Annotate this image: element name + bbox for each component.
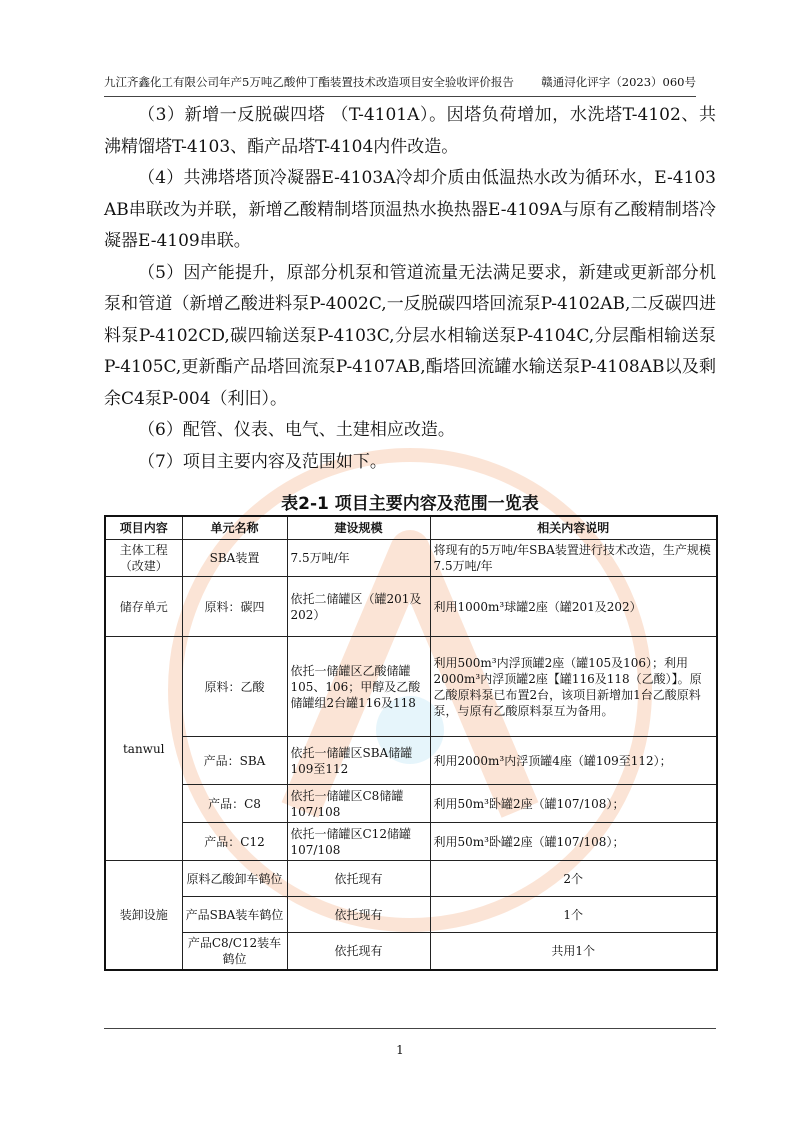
column-header: 相关内容说明 bbox=[430, 516, 717, 540]
column-header: 单元名称 bbox=[182, 516, 287, 540]
scale-cell: 依托现有 bbox=[287, 861, 430, 897]
column-header: 项目内容 bbox=[105, 516, 182, 540]
table-header-row bbox=[105, 516, 717, 540]
description-cell: 2个 bbox=[430, 861, 717, 897]
column-header: 建设规模 bbox=[287, 516, 430, 540]
body-text bbox=[104, 100, 716, 478]
unit-cell: 产品：C8 bbox=[182, 785, 287, 823]
table-row bbox=[105, 540, 717, 577]
table-row bbox=[105, 897, 717, 933]
page-number: 1 bbox=[396, 1043, 404, 1057]
table-row bbox=[105, 577, 717, 637]
unit-cell: 产品：C12 bbox=[182, 823, 287, 861]
category-cell: tanwul bbox=[105, 637, 182, 861]
scale-cell: 依托现有 bbox=[287, 897, 430, 933]
table-row bbox=[105, 823, 717, 861]
unit-cell: 产品SBA装车鹤位 bbox=[182, 897, 287, 933]
unit-cell: 原料：乙酸 bbox=[182, 637, 287, 737]
unit-cell: 产品C8/C12装车鹤位 bbox=[182, 933, 287, 971]
description-cell: 利用1000m³球罐2座（罐201及202） bbox=[430, 577, 717, 637]
scale-cell: 依托二储罐区（罐201及202） bbox=[287, 577, 430, 637]
table-row bbox=[105, 785, 717, 823]
unit-cell: SBA装置 bbox=[182, 540, 287, 577]
scale-cell: 依托一储罐区C12储罐107/108 bbox=[287, 823, 430, 861]
description-cell: 将现有的5万吨/年SBA装置进行技术改造，生产规模7.5万吨/年 bbox=[430, 540, 717, 577]
header-report-number: 赣通浔化评字（2023）060号 bbox=[541, 75, 696, 89]
header-report-title: 九江齐鑫化工有限公司年产5万吨乙酸仲丁酯装置技术改造项目安全验收评价报告 bbox=[104, 75, 514, 89]
paragraph: （4）共沸塔塔顶冷凝器E-4103A冷却介质由低温热水改为循环水，E-4103AB串联改为并联，新增乙酸精制塔顶温热水换热器E-4109A与原有乙酸精制塔冷凝器E-4109串联。 bbox=[104, 168, 716, 251]
paragraph: （5）因产能提升，原部分机泵和管道流量无法满足要求，新建或更新部分机泵和管道（新增乙酸进料泵P-4002C,一反脱碳四塔回流泵P-4102AB,二反碳四进料泵P-4102CD,碳四输送泵P-4103C,分层水相输送泵P-4104C,分层酯相输送泵P-4105C,更新酯产品塔回流泵P-4107AB,酯塔回流罐水输送泵P-4108AB以及剩余C4泵P-004（利旧）。 bbox=[104, 262, 717, 409]
unit-cell: 原料乙酸卸车鹤位 bbox=[182, 861, 287, 897]
unit-cell: 产品：SBA bbox=[182, 737, 287, 785]
description-cell: 1个 bbox=[430, 897, 717, 933]
description-cell: 利用500m³内浮顶罐2座（罐105及106）；利用2000m³内浮顶罐2座【罐116及118（乙酸）】。原乙酸原料泵已布置2台，该项目新增加1台乙酸原料泵，与原有乙酸原料泵互为备用。 bbox=[430, 637, 717, 737]
scale-cell: 依托现有 bbox=[287, 933, 430, 971]
table-row bbox=[105, 933, 717, 971]
description-cell: 利用50m³卧罐2座（罐107/108）； bbox=[430, 785, 717, 823]
table-title: 表2-1 项目主要内容及范围一览表 bbox=[281, 494, 539, 514]
description-cell: 利用50m³卧罐2座（罐107/108）； bbox=[430, 823, 717, 861]
scale-cell: 7.5万吨/年 bbox=[287, 540, 430, 577]
scale-cell: 依托一储罐区C8储罐107/108 bbox=[287, 785, 430, 823]
unit-cell: 原料：碳四 bbox=[182, 577, 287, 637]
category-cell: 装卸设施 bbox=[105, 861, 182, 971]
project-scope-table bbox=[104, 515, 718, 971]
table-row bbox=[105, 637, 717, 737]
page-header bbox=[104, 70, 696, 97]
table-row bbox=[105, 737, 717, 785]
category-cell: 储存单元 bbox=[105, 577, 182, 637]
category-cell: 主体工程（改建） bbox=[105, 540, 182, 577]
paragraph: （7）项目主要内容及范围如下。 bbox=[138, 451, 387, 472]
paragraph: （6）配管、仪表、电气、土建相应改造。 bbox=[138, 420, 455, 440]
footer-divider bbox=[104, 1028, 716, 1029]
scale-cell: 依托一储罐区乙酸储罐105、106；甲醇及乙酸储罐组2台罐116及118 bbox=[287, 637, 430, 737]
description-cell: 利用2000m³内浮顶罐4座（罐109至112）； bbox=[430, 737, 717, 785]
description-cell: 共用1个 bbox=[430, 933, 717, 971]
table-row bbox=[105, 861, 717, 897]
scale-cell: 依托一储罐区SBA储罐109至112 bbox=[287, 737, 430, 785]
paragraph: （3）新增一反脱碳四塔 （T-4101A）。因塔负荷增加，水洗塔T-4102、共沸精馏塔T-4103、酯产品塔T-4104内件改造。 bbox=[104, 105, 716, 157]
